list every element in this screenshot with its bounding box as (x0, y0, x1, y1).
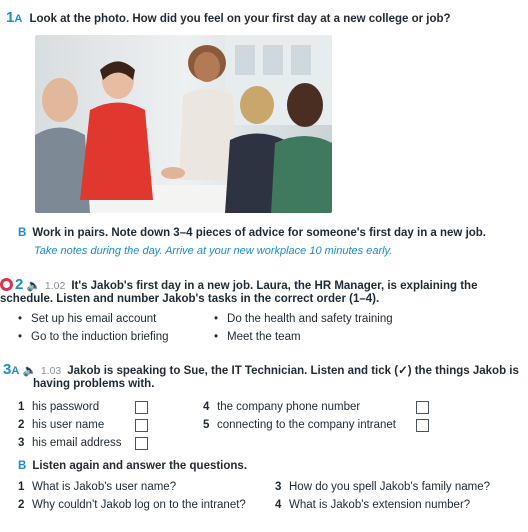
exercise-1b (18, 227, 523, 239)
exercise-1b-instruction: Work in pairs. Note down 3–4 pieces of advice for someone's first day in a new job. (32, 227, 487, 239)
exercise-number: 1A (6, 9, 23, 26)
question-item: 4 What is Jakob's extension number? (275, 499, 471, 511)
exercise-letter: B (18, 227, 27, 239)
exercise-letter: B (18, 460, 27, 472)
task-item: • Go to the induction briefing (18, 331, 168, 343)
checkbox[interactable] (416, 401, 429, 414)
office-handshake-photo (35, 35, 332, 213)
star-badge-icon (0, 278, 13, 291)
exercise-3a (3, 361, 528, 390)
task-item: • Set up his email account (18, 313, 156, 325)
checklist-item: 4 the company phone number (203, 401, 361, 413)
checklist-item: 5 connecting to the company intranet (203, 419, 397, 431)
question-item: 3 How do you spell Jakob's family name? (275, 481, 490, 493)
checklist-item: 3 his email address (18, 437, 122, 449)
audio-speaker-icon[interactable]: 🔈 (22, 365, 37, 377)
audio-track-number: 1.03 (40, 365, 62, 377)
exercise-1a (6, 9, 521, 26)
audio-speaker-icon[interactable]: 🔈 (26, 280, 41, 292)
task-item: • Meet the team (214, 331, 301, 343)
exercise-1a-question: Look at the photo. How did you feel on your first day at a new college or job? (29, 13, 451, 25)
checkbox[interactable] (135, 437, 148, 450)
example-notes: Take notes during the day. Arrive at your new workplace 10 minutes early. (34, 245, 393, 257)
question-item: 1 What is Jakob's user name? (18, 481, 177, 493)
exercise-3b-instruction: Listen again and answer the questions. (32, 460, 248, 472)
exercise-2-instruction: It's Jakob's first day in a new job. Laura, the HR Manager, is explaining the schedule. Listen and number Jakob's tasks in the correct order (1–4). (0, 280, 478, 305)
exercise-2 (0, 276, 525, 305)
checkbox[interactable] (416, 419, 429, 432)
task-item: • Do the health and safety training (214, 313, 393, 325)
checkbox[interactable] (135, 401, 148, 414)
question-item: 2 Why couldn't Jakob log on to the intranet? (18, 499, 246, 511)
exercise-3b (18, 460, 247, 472)
exercise-number: 2 (15, 276, 24, 293)
checkbox[interactable] (135, 419, 148, 432)
exercise-3a-instruction: Jakob is speaking to Sue, the IT Technician. Listen and tick (✓) the things Jakob is having problems with. (33, 365, 519, 390)
exercise-number: 3A (3, 361, 20, 378)
checklist-item: 1 his password (18, 401, 100, 413)
audio-track-number: 1.02 (44, 280, 66, 292)
checklist-item: 2 his user name (18, 419, 105, 431)
